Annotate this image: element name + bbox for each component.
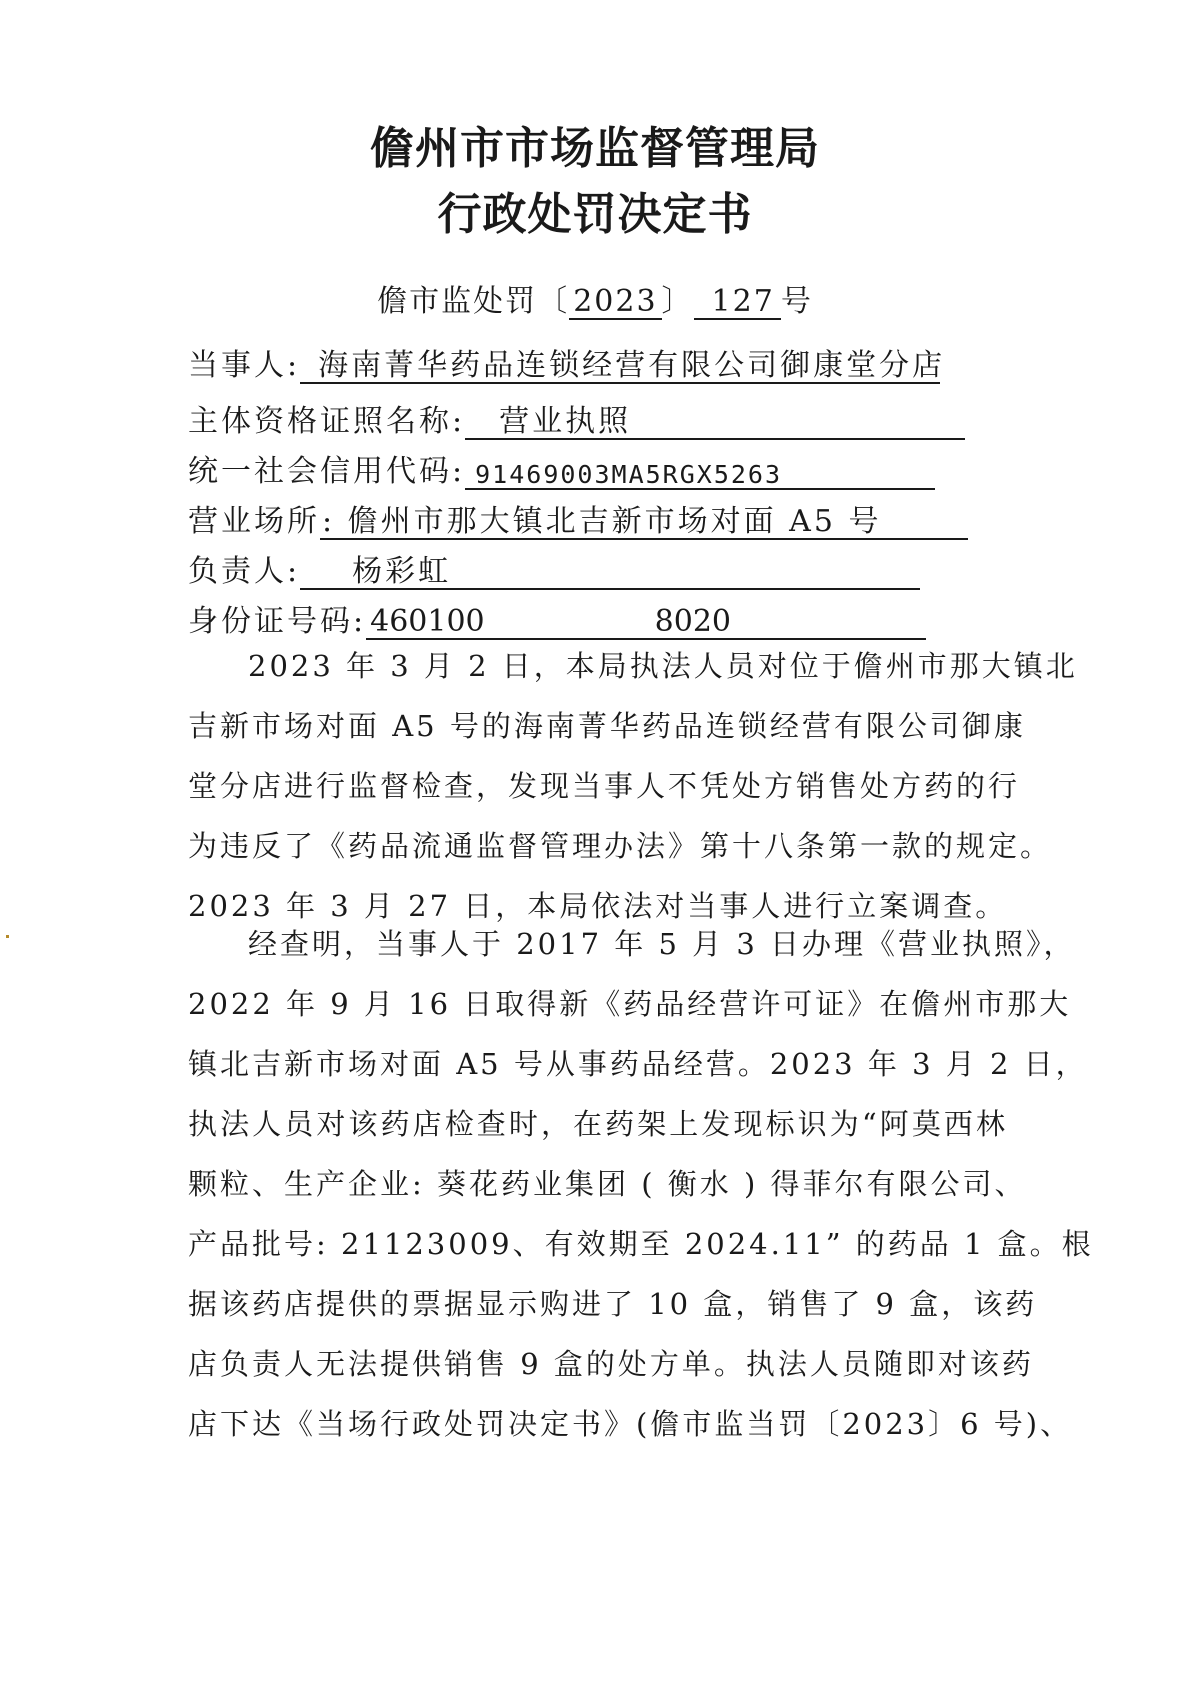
- document-number: [0, 276, 1190, 320]
- paragraph-inspection: [188, 636, 1078, 936]
- id-number-end: 8020: [654, 604, 731, 639]
- field-id-number: [188, 596, 926, 640]
- paragraph-line: 吉新市场对面 A5 号的海南菁华药品连锁经营有限公司御康: [188, 709, 1026, 743]
- paragraph-line: 2023 年 3 月 2 日，本局执法人员对位于儋州市那大镇北: [248, 649, 1078, 683]
- field-license-name-label: 主体资格证照名称:: [188, 404, 466, 439]
- field-responsible-person: [188, 546, 920, 590]
- scan-mark: [6, 935, 9, 938]
- paragraph-line: 为违反了《药品流通监督管理办法》第十八条第一款的规定。: [188, 829, 1053, 863]
- field-business-address-label: 营业场所: [188, 504, 320, 539]
- field-responsible-person-value: 杨彩虹: [300, 555, 920, 590]
- document-title-type: 行政处罚决定书: [437, 189, 753, 240]
- doc-number-prefix: 儋市监处罚〔: [377, 284, 570, 319]
- paragraph-line: 店负责人无法提供销售 9 盒的处方单。执法人员随即对该药: [188, 1347, 1034, 1381]
- paragraph-line: 2023 年 3 月 27 日，本局依法对当事人进行立案调查。: [188, 889, 1008, 923]
- paragraph-line: 颗粒、生产企业: 葵花药业集团 ( 衡水 ) 得菲尔有限公司、: [188, 1167, 1027, 1201]
- field-party-value: 海南菁华药品连锁经营有限公司御康堂分店: [300, 349, 940, 384]
- paragraph-line: 2022 年 9 月 16 日取得新《药品经营许可证》在儋州市那大: [188, 987, 1072, 1021]
- paragraph-findings: [188, 914, 1094, 1454]
- field-id-number-label: 身份证号码:: [188, 604, 367, 639]
- doc-number-year: 2023: [569, 286, 661, 320]
- paragraph-line: 店下达《当场行政处罚决定书》(儋市监当罚〔2023〕6 号)、: [188, 1407, 1073, 1441]
- field-id-number-value: [366, 605, 926, 640]
- field-credit-code-value: 91469003MA5RGX5263: [465, 461, 935, 491]
- paragraph-line: 产品批号: 21123009、有效期至 2024.11” 的药品 1 盒。根: [188, 1227, 1094, 1261]
- doc-number-suffix: 号: [780, 284, 813, 319]
- paragraph-line: 镇北吉新市场对面 A5 号从事药品经营。2023 年 3 月 2 日，: [188, 1047, 1088, 1081]
- document-title-agency: 儋州市市场监督管理局: [370, 123, 820, 174]
- field-license-name-value: 营业执照: [465, 405, 965, 440]
- paragraph-line: 执法人员对该药店检查时，在药架上发现标识为“阿莫西林: [188, 1107, 1008, 1141]
- field-party: [188, 340, 946, 384]
- paragraph-line: 据该药店提供的票据显示购进了 10 盒，销售了 9 盒，该药: [188, 1287, 1038, 1321]
- field-responsible-person-label: 负责人:: [188, 554, 301, 589]
- id-number-start: 460100: [370, 604, 485, 639]
- field-license-name: [188, 396, 965, 440]
- paragraph-line: 经查明，当事人于 2017 年 5 月 3 日办理《营业执照》，: [248, 927, 1076, 961]
- field-credit-code-label: 统一社会信用代码:: [188, 454, 466, 489]
- doc-number-middle: 〕: [661, 284, 694, 319]
- field-business-address-value: : 儋州市那大镇北吉新市场对面 A5 号: [320, 505, 968, 540]
- field-party-label: 当事人:: [188, 348, 301, 383]
- paragraph-line: 堂分店进行监督检查，发现当事人不凭处方销售处方药的行: [188, 769, 1021, 803]
- doc-number-value: 127: [694, 286, 781, 320]
- field-credit-code: [188, 446, 935, 490]
- field-business-address: [188, 496, 968, 540]
